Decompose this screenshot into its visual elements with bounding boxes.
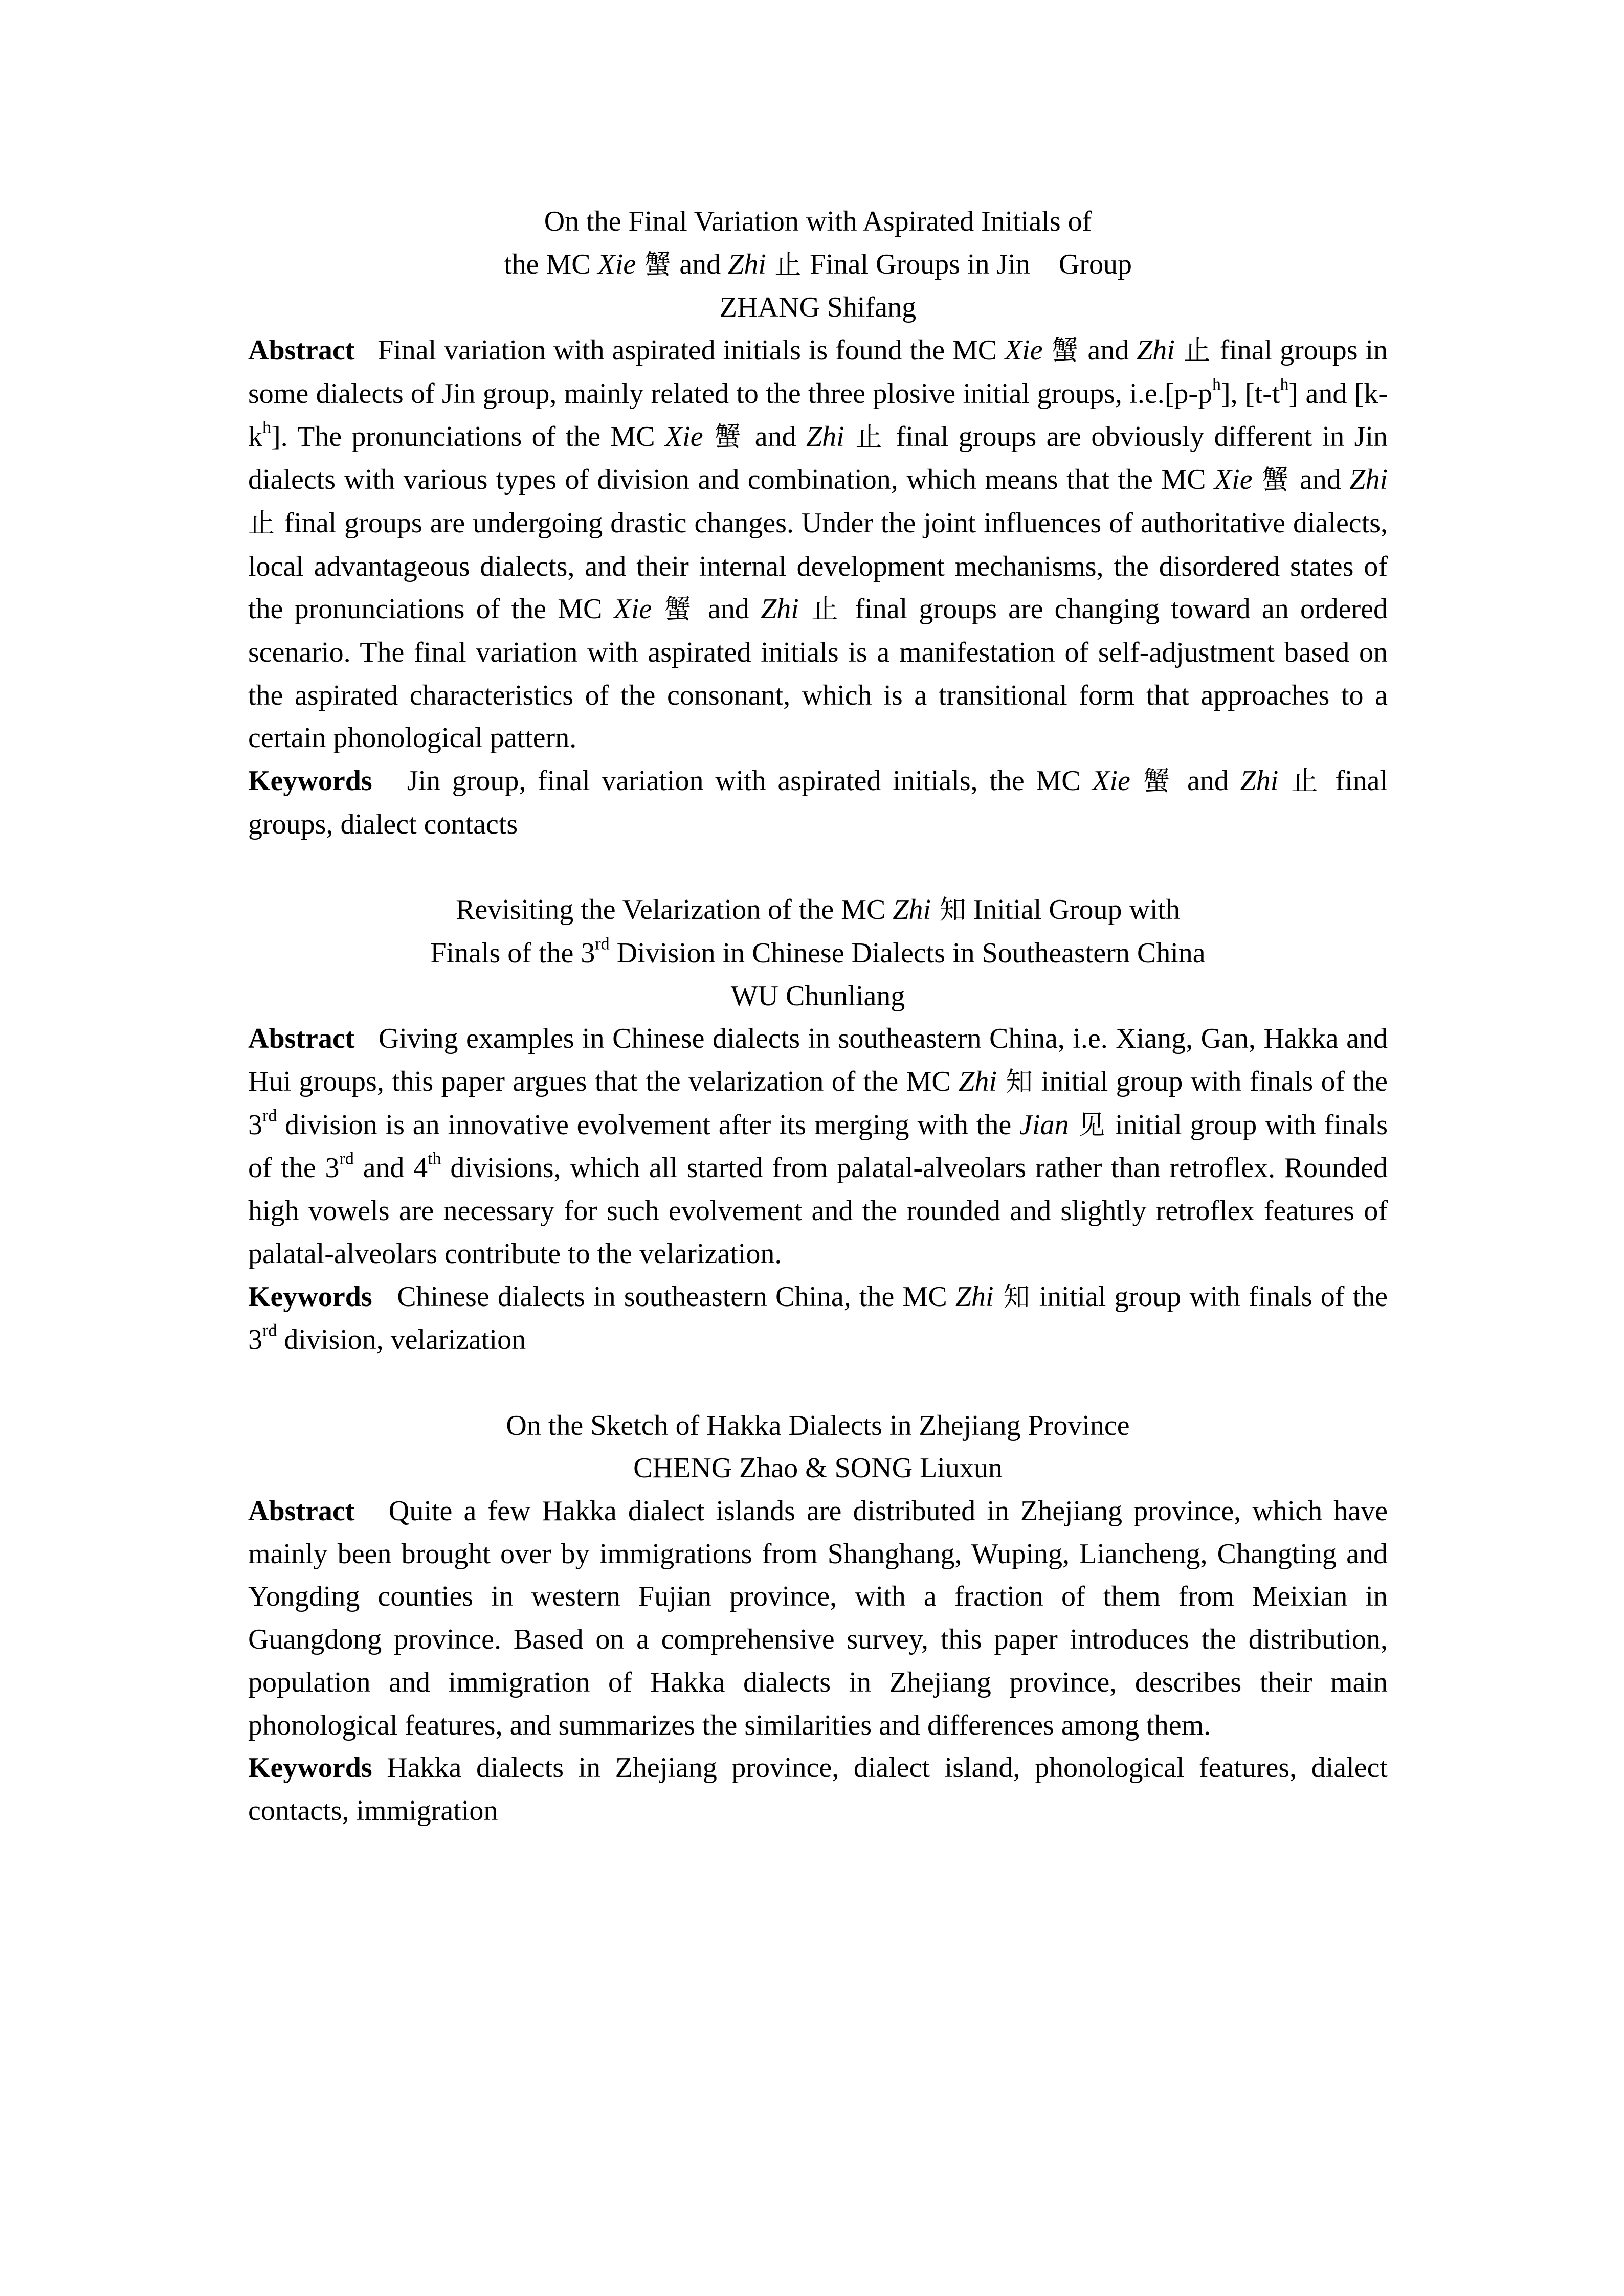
text-run: final groups in some dialects of Jin group, mainly related to the three plosive initial groups, i.e.[p-p	[248, 334, 1388, 410]
superscript: th	[428, 1149, 441, 1168]
abstract-label: Abstract	[248, 334, 355, 367]
superscript: rd	[262, 1321, 277, 1340]
text-run: Finals of the 3	[430, 937, 595, 969]
article-author: ZHANG Shifang	[719, 291, 917, 324]
chinese-character: 止	[798, 594, 855, 625]
chinese-character: 知	[993, 1281, 1031, 1313]
superscript: rd	[595, 934, 610, 954]
chinese-character: 蟹	[1252, 465, 1300, 496]
italic-term: Zhi	[1137, 334, 1175, 367]
chinese-character: 止	[766, 249, 810, 280]
chinese-character: 止	[1174, 335, 1220, 367]
article-title-line	[248, 200, 1388, 243]
italic-term: Zhi	[893, 894, 931, 926]
chinese-character: 见	[1069, 1110, 1116, 1141]
abstract-paragraph	[248, 329, 1388, 760]
keywords-paragraph	[248, 760, 1388, 846]
italic-term: Zhi	[728, 248, 766, 280]
article-3	[248, 1405, 1388, 1833]
text-run: Final Groups in Jin Group	[809, 248, 1132, 280]
italic-term: Zhi	[959, 1066, 997, 1098]
superscript: h	[1280, 375, 1289, 394]
keywords-text	[248, 1281, 1388, 1356]
keywords-text	[248, 1752, 1388, 1827]
italic-term: Xie	[613, 593, 652, 625]
superscript: h	[262, 418, 271, 437]
article-title-line	[248, 889, 1388, 932]
article-author: CHENG Zhao & SONG Liuxun	[633, 1452, 1003, 1484]
italic-term: Zhi	[1349, 464, 1388, 496]
section-spacer	[248, 846, 1388, 889]
text-run: division, velarization	[277, 1324, 526, 1356]
text-run: Jin group, final variation with aspirated initials, the MC	[372, 765, 1093, 797]
text-run: and	[1299, 464, 1350, 496]
chinese-character: 蟹	[703, 421, 755, 453]
text-run: and	[754, 420, 806, 453]
superscript: rd	[262, 1106, 277, 1126]
keywords-label: Keywords	[248, 1752, 372, 1784]
italic-term: Xie	[664, 420, 703, 453]
text-run: initial group with finals of the 3	[248, 1109, 1388, 1184]
text-run: Final variation with aspirated initials is found the MC	[354, 334, 1005, 367]
text-run: ] and [k-k	[248, 377, 1388, 453]
section-spacer	[248, 1362, 1388, 1405]
text-run: Giving examples in Chinese dialects in southeastern China, i.e. Xiang, Gan, Hakka and Hui groups, this paper argues that the velarization of the MC	[248, 1023, 1388, 1098]
text-run: and 4	[353, 1152, 428, 1184]
text-run: On the Sketch of Hakka Dialects in Zhejiang Province	[506, 1409, 1130, 1442]
italic-term: Xie	[1092, 765, 1130, 797]
italic-term: Xie	[597, 248, 636, 280]
article-author: WU Chunliang	[730, 980, 905, 1012]
text-run: and	[1087, 334, 1137, 367]
text-run: Quite a few Hakka dialect islands are distributed in Zhejiang province, which have mainly been brought over by immigrations from Shanghang, Wuping, Liancheng, Changting and Yongding counties in western Fujian province, with a fraction of them from Meixian in Guangdong province. Based on a comprehensive survey, this paper introduces the distribution, population and immigration of Hakka dialects in Zhejiang province, describes their main phonological features, and summarizes the similarities and differences among them.	[248, 1495, 1388, 1741]
italic-term: Jian	[1019, 1109, 1069, 1141]
chinese-character: 止	[844, 421, 896, 453]
chinese-character: 蟹	[652, 594, 708, 625]
italic-term: Zhi	[761, 593, 799, 625]
italic-term: Xie	[1005, 334, 1043, 367]
document-page	[248, 200, 1388, 1833]
text-run: final groups are changing toward an ordered scenario. The final variation with aspirated initials is a manifestation of self-adjustment based on the aspirated characteristics of the consonant, which is a transitional form that approaches to a certain phonological pattern.	[248, 593, 1388, 754]
article-1	[248, 200, 1388, 846]
article-2	[248, 889, 1388, 1362]
keywords-label: Keywords	[248, 765, 372, 797]
chinese-character: 蟹	[1042, 335, 1088, 367]
text-run: ], [t-t	[1221, 377, 1280, 410]
chinese-character: 止	[248, 508, 284, 539]
text-run: division is an innovative evolvement after its merging with the	[277, 1109, 1020, 1141]
abstract-paragraph	[248, 1018, 1388, 1275]
italic-term: Zhi	[806, 420, 844, 453]
keywords-label: Keywords	[248, 1280, 372, 1313]
keywords-text	[248, 765, 1388, 840]
abstract-text	[248, 334, 1388, 754]
superscript: h	[1212, 375, 1221, 394]
text-run: divisions, which all started from palatal-alveolars rather than retroflex. Rounded high vowels are necessary for such evolvement and the rounded and slightly retroflex features of palatal-alveolars contribute to the velarization.	[248, 1152, 1388, 1270]
abstract-text	[248, 1495, 1388, 1741]
text-run: Hakka dialects in Zhejiang province, dialect island, phonological features, dialect contacts, immigration	[248, 1752, 1388, 1827]
text-run: initial group with finals of the 3	[248, 1280, 1388, 1356]
text-run: ]. The pronunciations of the MC	[271, 420, 665, 453]
chinese-character: 知	[931, 895, 966, 926]
text-run: initial group with finals of the 3	[248, 1066, 1388, 1141]
italic-term: Zhi	[1240, 765, 1279, 797]
article-title-line	[248, 243, 1388, 287]
keywords-paragraph	[248, 1747, 1388, 1832]
text-run: and	[679, 248, 728, 280]
chinese-character: 止	[1278, 766, 1336, 797]
article-title-line	[248, 1405, 1388, 1448]
abstract-label: Abstract	[248, 1495, 355, 1527]
text-run: final groups, dialect contacts	[248, 765, 1388, 840]
text-run: final groups are undergoing drastic changes. Under the joint influences of authoritative dialects, local advantageous dialects, and their internal development mechanisms, the disordered states of the pronunciations of the MC	[248, 507, 1388, 625]
italic-term: Zhi	[955, 1280, 994, 1313]
text-run: Division in Chinese Dialects in Southeastern China	[609, 937, 1206, 969]
text-run: and	[1187, 765, 1240, 797]
italic-term: Xie	[1214, 464, 1253, 496]
abstract-text	[248, 1023, 1388, 1270]
text-run: Chinese dialects in southeastern China, the MC	[372, 1280, 955, 1313]
article-title-line	[248, 932, 1388, 975]
chinese-character: 知	[996, 1067, 1034, 1098]
keywords-paragraph	[248, 1276, 1388, 1362]
superscript: rd	[339, 1149, 354, 1168]
text-run: and	[708, 593, 761, 625]
text-run: On the Final Variation with Aspirated Initials of	[544, 206, 1092, 237]
text-run: Revisiting the Velarization of the MC	[455, 894, 893, 926]
text-run: Initial Group with	[966, 894, 1180, 926]
text-run: final groups are obviously different in Jin dialects with various types of division and combination, which means that the MC	[248, 420, 1388, 496]
abstract-paragraph	[248, 1490, 1388, 1747]
chinese-character: 蟹	[636, 249, 680, 280]
chinese-character: 蟹	[1130, 766, 1187, 797]
abstract-label: Abstract	[248, 1023, 355, 1055]
text-run: the MC	[504, 248, 598, 280]
